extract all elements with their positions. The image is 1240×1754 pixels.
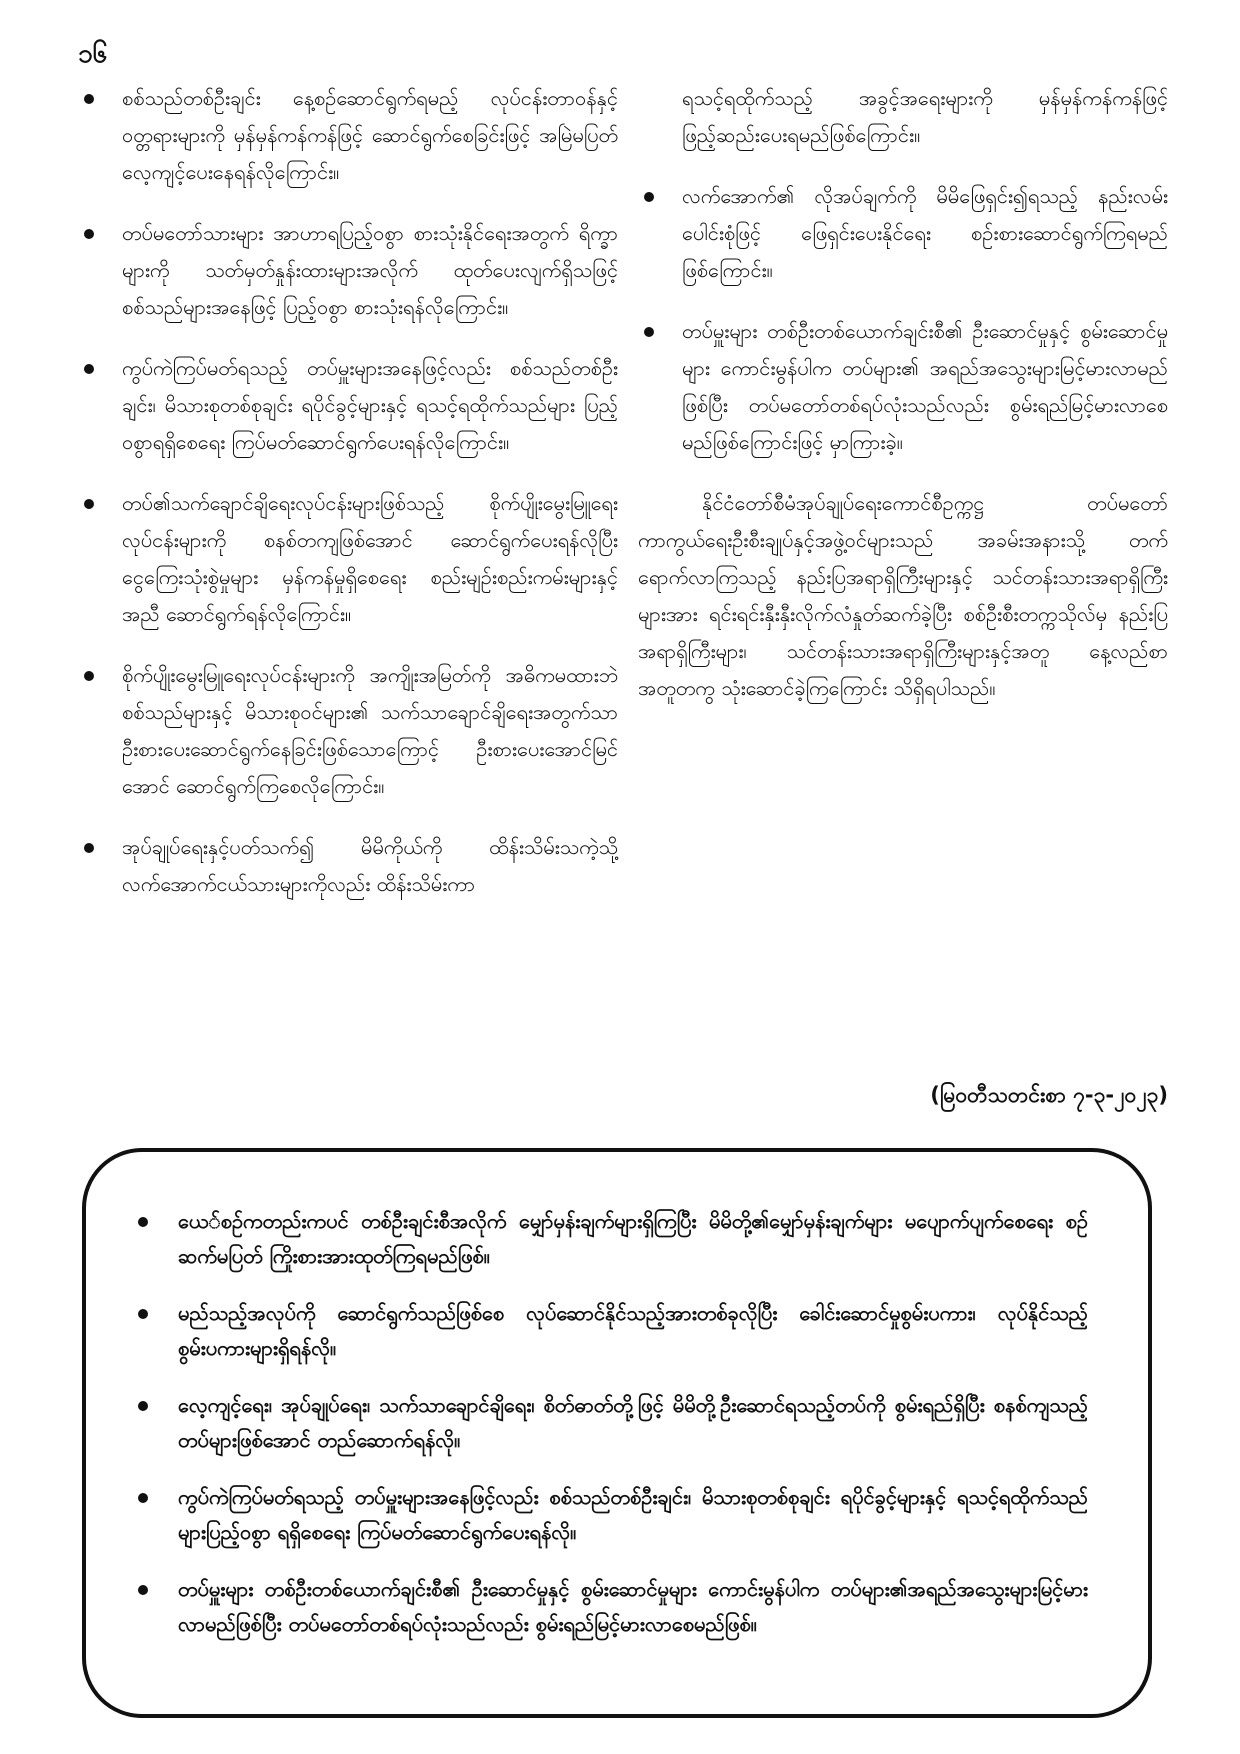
right-column: [638, 80, 1168, 707]
right-bullet-list: [638, 80, 1168, 461]
left-bullet-5: စိုက်ပျိုးမွေးမြူရေးလုပ်ငန်းများကို အကျိုးအမြတ်ကို အဓိကမထားဘဲ စစ်သည်များနှင့် မိသားစုဝင်များ၏ သက်သာချောင်ချိရေးအတွက်သာ ဦးစားပေးဆောင်ရွက်နေခြင်းဖြစ်သောကြောင့် ဦးစားပေးအောင်မြင်အောင် ဆောင်ရွက်ကြစေလိုကြောင်း။: [78, 657, 618, 805]
closing-paragraph: နိုင်ငံတော်စီမံအုပ်ချုပ်ရေးကောင်စီဥက္ကဋ္ဌ တပ်မတော်ကာကွယ်ရေးဦးစီးချုပ်နှင့်အဖွဲ့ဝင်များသည် အခမ်းအနားသို့ တက်ရောက်လာကြသည့် နည်းပြအရာရှိကြီးများနှင့် သင်တန်းသားအရာရှိကြီးများအား ရင်းရင်းနှီးနှီးလိုက်လံနှုတ်ဆက်ခဲ့ပြီး စစ်ဦးစီးတက္ကသိုလ်မှ နည်းပြအရာရှိကြီးများ၊ သင်တန်းသားအရာရှိကြီးများနှင့်အတူ နေ့လည်စာ အတူတကွ သုံးဆောင်ခဲ့ကြကြောင်း သိရှိရပါသည်။: [638, 491, 1168, 700]
summary-box: [82, 1148, 1152, 1718]
left-bullet-3: ကွပ်ကဲကြပ်မတ်ရသည့် တပ်မှူးများအနေဖြင့်လည်း စစ်သည်တစ်ဦးချင်း၊ မိသားစုတစ်စုချင်း ရပိုင်ခွင့်များနှင့် ရသင့်ရထိုက်သည်များ ပြည့်ဝစွာရရှိစေရေး ကြပ်မတ်ဆောင်ရွက်ပေးရန်လိုကြောင်း။: [78, 350, 618, 461]
summary-bullet-4: ကွပ်ကဲကြပ်မတ်ရသည့် တပ်မှူးများအနေဖြင့်လည်း စစ်သည်တစ်ဦးချင်း၊ မိသားစုတစ်စုချင်း ရပိုင်ခွင့်များနှင့် ရသင့်ရထိုက်သည်များပြည့်ဝစွာ ရရှိစေရေး ကြပ်မတ်ဆောင်ရွက်ပေးရန်လို။: [126, 1480, 1088, 1550]
page-number: ၁၆: [78, 39, 108, 69]
right-continuation-text: ရသင့်ရထိုက်သည့် အခွင့်အရေးများကို မှန်မှန်ကန်ကန်ဖြင့် ဖြည့်ဆည်းပေးရမည်ဖြစ်ကြောင်း။: [682, 86, 1168, 147]
left-bullet-2: တပ်မတော်သားများ အာဟာရပြည့်ဝစွာ စားသုံးနိုင်ရေးအတွက် ရိက္ခာများကို သတ်မှတ်နှုန်းထားများအလိုက် ထုတ်ပေးလျက်ရှိသဖြင့် စစ်သည်များအနေဖြင့် ပြည့်ဝစွာ စားသုံးရန်လိုကြောင်း။: [78, 215, 618, 326]
article-body: [78, 80, 1168, 1120]
left-bullet-4: တပ်၏သက်ချောင်ချိရေးလုပ်ငန်းများဖြစ်သည့် စိုက်ပျိုးမွေးမြူရေးလုပ်ငန်းများကို စနစ်တကျဖြစ်အောင် ဆောင်ရွက်ပေးရန်လိုပြီး ငွေကြေးသုံးစွဲမှုများ မှန်ကန်မှုရှိစေရေး စည်းမျဉ်းစည်းကမ်းများနှင့်အညီ ဆောင်ရွက်ရန်လိုကြောင်း။: [78, 485, 618, 633]
source-citation: (မြဝတီသတင်းစာ ၇-၃-၂၀၂၃): [930, 1083, 1168, 1107]
summary-bullet-1: ယေ်စဉ်ကတည်းကပင် တစ်ဦးချင်းစီအလိုက် မျှော်မှန်းချက်များရှိကြပြီး မိမိတို့၏မျှော်မှန်းချက်များ မပျောက်ပျက်စေရေး စဉ်ဆက်မပြတ် ကြိုးစားအားထုတ်ကြရမည်ဖြစ်။: [126, 1204, 1088, 1274]
right-bullet-2: တပ်မှူးများ တစ်ဦးတစ်ယောက်ချင်းစီ၏ ဦးဆောင်မှုနှင့် စွမ်းဆောင်မှုများ ကောင်းမွန်ပါက တပ်များ၏ အရည်အသွေးများမြင့်မားလာမည်ဖြစ်ပြီး တပ်မတော်တစ်ရပ်လုံးသည်လည်း စွမ်းရည်မြင့်မားလာစေမည်ဖြစ်ကြောင်းဖြင့် မှာကြားခဲ့။: [638, 313, 1168, 461]
left-bullet-list: [78, 80, 618, 903]
summary-bullet-list: [126, 1204, 1088, 1642]
summary-bullet-3: လေ့ကျင့်ရေး၊ အုပ်ချုပ်ရေး၊ သက်သာချောင်ချိရေး၊ စိတ်ဓာတ်တို့ဖြင့် မိမိတို့ဦးဆောင်ရသည့်တပ်ကို စွမ်းရည်ရှိပြီး စနစ်ကျသည့် တပ်များဖြစ်အောင် တည်ဆောက်ရန်လို။: [126, 1388, 1088, 1458]
left-bullet-6: အုပ်ချုပ်ရေးနှင့်ပတ်သက်၍ မိမိကိုယ်ကို ထိန်းသိမ်းသကဲ့သို့ လက်အောက်ငယ်သားများကိုလည်း ထိန်းသိမ်းကာ: [78, 829, 618, 903]
left-column: [78, 80, 618, 927]
summary-bullet-5: တပ်မှူးများ တစ်ဦးတစ်ယောက်ချင်းစီ၏ ဦးဆောင်မှုနှင့် စွမ်းဆောင်မှုများ ကောင်းမွန်ပါက တပ်များ၏အရည်အသွေးများမြင့်မားလာမည်ဖြစ်ပြီး တပ်မတော်တစ်ရပ်လုံးသည်လည်း စွမ်းရည်မြင့်မားလာစေမည်ဖြစ်။: [126, 1572, 1088, 1642]
right-bullet-1: လက်အောက်၏ လိုအပ်ချက်ကို မိမိဖြေရှင်း၍ရသည့် နည်းလမ်းပေါင်းစုံဖြင့် ဖြေရှင်းပေးနိုင်ရေး စဉ်းစားဆောင်ရွက်ကြရမည်ဖြစ်ကြောင်း။: [638, 178, 1168, 289]
left-bullet-1: စစ်သည်တစ်ဦးချင်း နေ့စဉ်ဆောင်ရွက်ရမည့် လုပ်ငန်းတာဝန်နှင့် ဝတ္တရားများကို မှန်မှန်ကန်ကန်ဖြင့် ဆောင်ရွက်စေခြင်းဖြင့် အမြဲမပြတ်လေ့ကျင့်ပေးနေရန်လိုကြောင်း။: [78, 80, 618, 191]
summary-bullet-2: မည်သည့်အလုပ်ကို ဆောင်ရွက်သည်ဖြစ်စေ လုပ်ဆောင်နိုင်သည့်အားတစ်ခုလိုပြီး ခေါင်းဆောင်မှုစွမ်းပကား၊ လုပ်နိုင်သည့်စွမ်းပကားများရှိရန်လို။: [126, 1296, 1088, 1366]
